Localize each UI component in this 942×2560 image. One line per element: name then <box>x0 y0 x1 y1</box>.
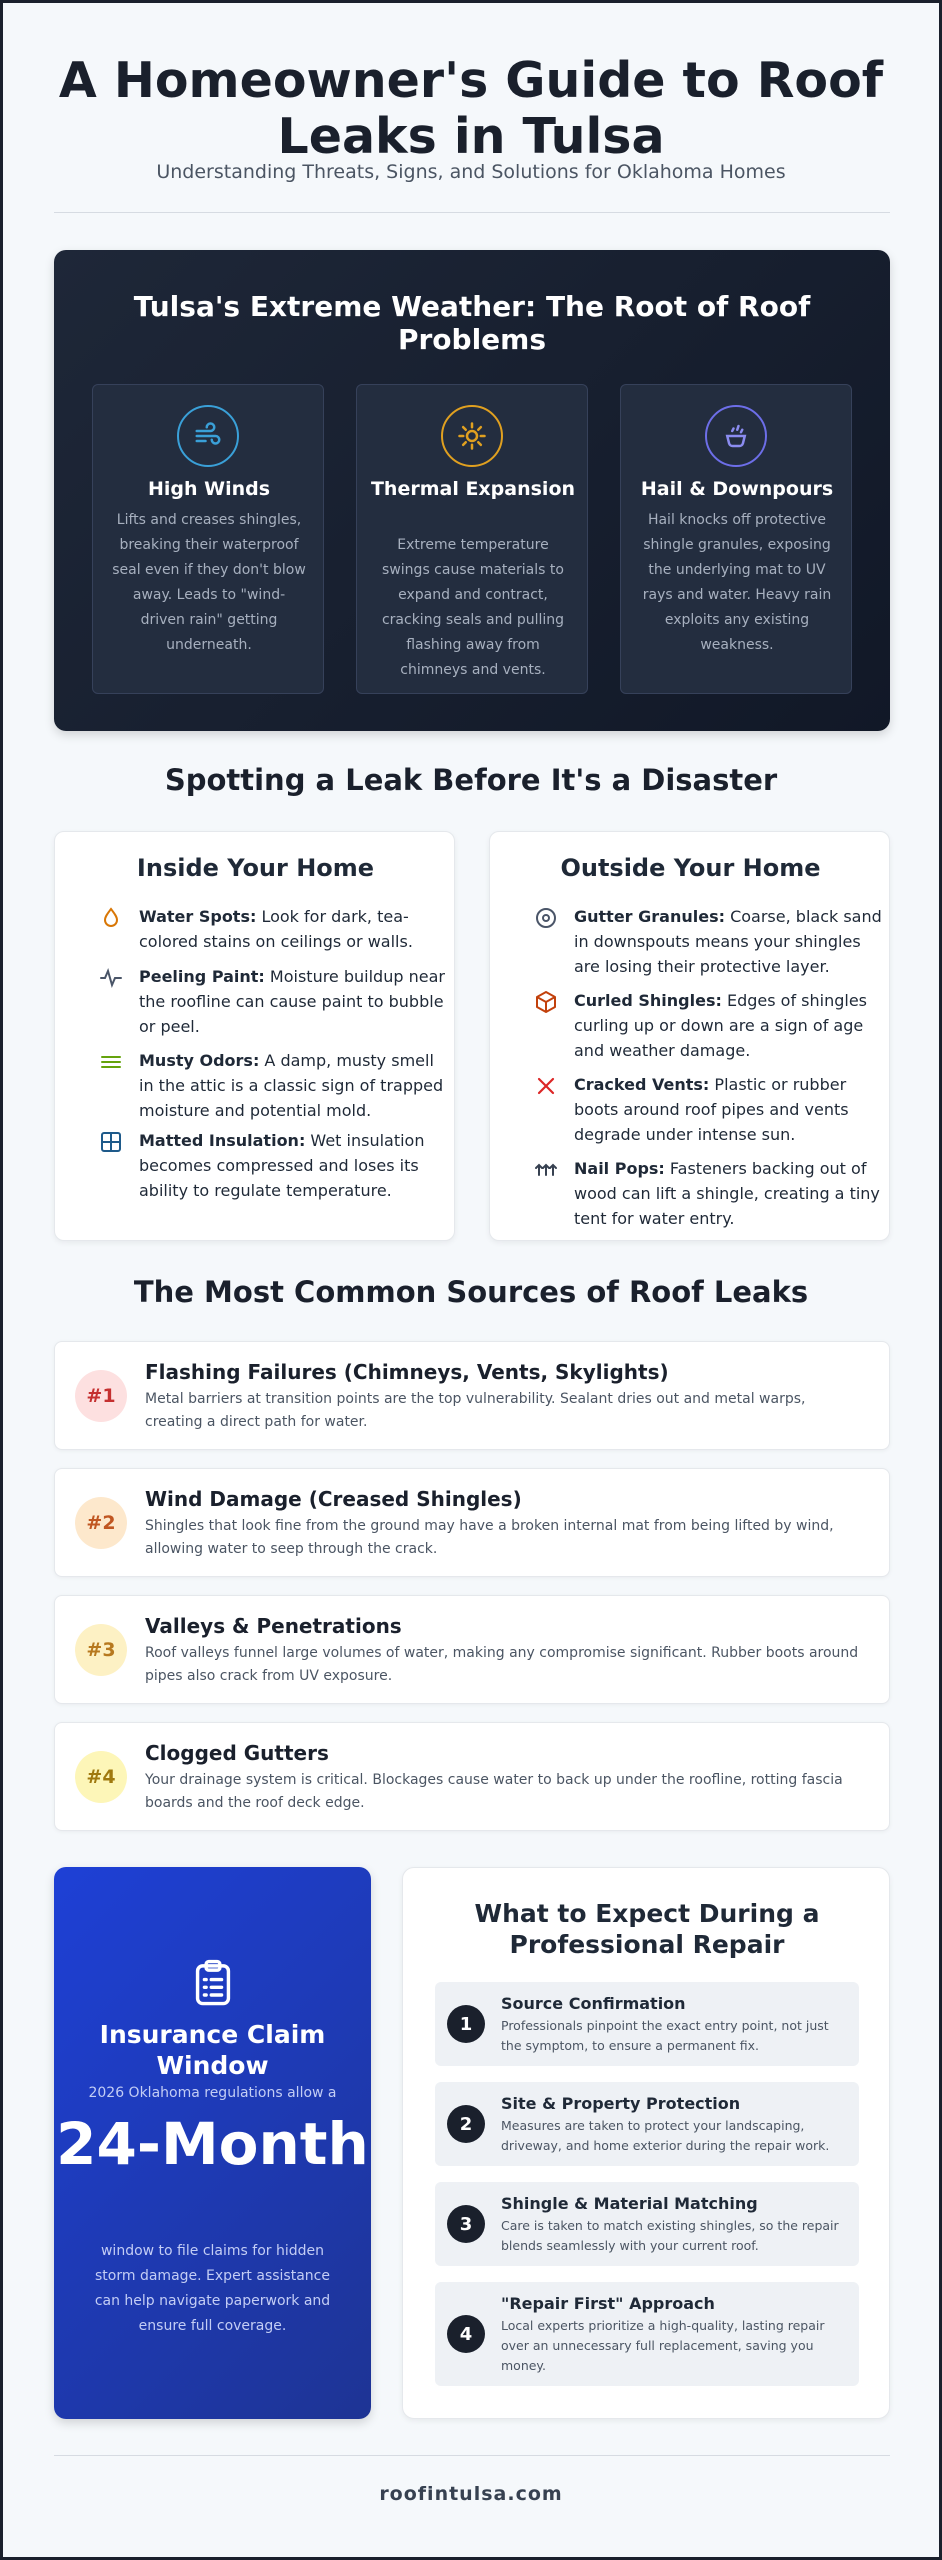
sign-label: Water Spots: <box>139 907 257 926</box>
sign-label: Matted Insulation: <box>139 1131 306 1150</box>
sign-label: Gutter Granules: <box>574 907 725 926</box>
insurance-duration: 24-Month <box>56 2110 369 2178</box>
sun-icon <box>441 405 503 467</box>
sign-label: Curled Shingles: <box>574 991 722 1010</box>
sign-label: Nail Pops: <box>574 1159 665 1178</box>
insurance-posttext: window to file claims for hidden storm damage. Expert assistance can help navigate paperwork and ensure full coverage. <box>94 2243 331 2334</box>
sign-text: Coarse, black sand in downspouts means your shingles are losing their protective layer. <box>574 907 882 976</box>
source-title: Flashing Failures (Chimneys, Vents, Skylights) <box>145 1360 669 1384</box>
repair-step <box>435 1982 859 2066</box>
repair-step <box>435 2182 859 2266</box>
nail-arrows-icon <box>534 1158 558 1182</box>
repair-step <box>435 2082 859 2166</box>
step-desc: Measures are taken to protect your landscaping, driveway, and home exterior during the repair work. <box>501 2118 830 2153</box>
footer-site-link[interactable]: roofintulsa.com <box>379 2483 563 2505</box>
source-item <box>54 1722 890 1831</box>
sign-text: Edges of shingles curling up or down are a sign of age and weather damage. <box>574 991 868 1060</box>
step-title: Site & Property Protection <box>501 2094 741 2113</box>
sign-text: Plastic or rubber boots around roof pipes and vents degrade under intense sun. <box>574 1075 849 1144</box>
water-drop-icon <box>99 906 123 930</box>
insurance-title: Insurance Claim Window <box>99 2020 326 2080</box>
source-item <box>54 1341 890 1450</box>
step-number: 4 <box>447 2315 485 2353</box>
step-desc: Local experts prioritize a high-quality, lasting repair over an unnecessary full replacement, saving you money. <box>501 2318 825 2373</box>
step-number: 3 <box>447 2205 485 2243</box>
sign-text: Moisture buildup near the roofline can cause paint to bubble or peel. <box>139 967 445 1036</box>
weather-card-desc: Lifts and creases shingles, breaking their waterproof seal even if they don't blow away. Leads to "wind-driven rain" getting underneath. <box>112 512 306 653</box>
page-subtitle: Understanding Threats, Signs, and Solutions for Oklahoma Homes <box>156 161 786 183</box>
weather-card-thermal-expansion <box>356 384 588 694</box>
step-title: Source Confirmation <box>501 1994 686 2013</box>
rank-badge: #3 <box>75 1624 127 1676</box>
spotting-title: Spotting a Leak Before It's a Disaster <box>164 763 778 797</box>
insurance-card <box>54 1867 371 2419</box>
pulse-icon <box>99 966 123 990</box>
rank-badge: #4 <box>75 1751 127 1803</box>
rank-badge: #1 <box>75 1370 127 1422</box>
insulation-grid-icon <box>99 1130 123 1154</box>
clipboard-icon <box>192 1959 234 2007</box>
step-desc: Professionals pinpoint the exact entry point, not just the symptom, to ensure a permanent fix. <box>501 2018 829 2053</box>
divider <box>54 2455 890 2456</box>
source-item <box>54 1595 890 1704</box>
weather-card-high-winds <box>92 384 324 694</box>
weather-card-name: Hail & Downpours <box>640 478 834 500</box>
page-title: A Homeowner's Guide to Roof Leaks in Tulsa <box>58 52 884 165</box>
weather-card-hail-downpours <box>620 384 852 694</box>
divider <box>54 212 890 213</box>
hail-icon <box>705 405 767 467</box>
target-icon <box>534 906 558 930</box>
sign-text: Wet insulation becomes compressed and loses its ability to regulate temperature. <box>139 1131 425 1200</box>
weather-card-desc: Extreme temperature swings cause materials to expand and contract, cracking seals and pulling flashing away from chimneys and vents. <box>381 537 565 678</box>
source-desc: Your drainage system is critical. Blockages cause water to back up under the roofline, rotting fascia boards and the roof deck edge. <box>145 1772 843 1811</box>
sign-label: Musty Odors: <box>139 1051 260 1070</box>
source-desc: Metal barriers at transition points are the top vulnerability. Sealant dries out and metal warps, creating a direct path for water. <box>145 1391 806 1430</box>
step-title: "Repair First" Approach <box>501 2294 715 2313</box>
weather-title: Tulsa's Extreme Weather: The Root of Roof Problems <box>133 290 811 356</box>
outside-home-title: Outside Your Home <box>560 854 821 882</box>
wind-icon <box>177 405 239 467</box>
sources-title: The Most Common Sources of Roof Leaks <box>133 1275 809 1309</box>
sign-label: Peeling Paint: <box>139 967 265 986</box>
source-title: Wind Damage (Creased Shingles) <box>145 1487 522 1511</box>
weather-card-name: High Winds <box>147 478 271 500</box>
odor-lines-icon <box>99 1050 123 1074</box>
step-title: Shingle & Material Matching <box>501 2194 758 2213</box>
weather-card-name: Thermal Expansion <box>370 478 576 500</box>
x-mark-icon <box>534 1074 558 1098</box>
step-number: 2 <box>447 2105 485 2143</box>
inside-home-card <box>54 831 455 1241</box>
repair-card <box>402 1867 890 2419</box>
weather-card-desc: Hail knocks off protective shingle granules, exposing the underlying mat to UV rays and water. Heavy rain exploits any existing weakness. <box>642 512 832 653</box>
sign-label: Cracked Vents: <box>574 1075 710 1094</box>
page <box>3 3 939 2557</box>
cube-icon <box>534 990 558 1014</box>
sign-text: A damp, musty smell in the attic is a classic sign of trapped moisture and potential mold. <box>139 1051 444 1120</box>
outside-home-card <box>489 831 890 1241</box>
repair-step <box>435 2282 859 2386</box>
insurance-pretext: 2026 Oklahoma regulations allow a <box>88 2085 337 2101</box>
sign-text: Look for dark, tea-colored stains on ceilings or walls. <box>139 907 413 951</box>
rank-badge: #2 <box>75 1497 127 1549</box>
step-number: 1 <box>447 2005 485 2043</box>
source-item <box>54 1468 890 1577</box>
sign-text: Fasteners backing out of wood can lift a shingle, creating a tiny tent for water entry. <box>574 1159 880 1228</box>
source-title: Valleys & Penetrations <box>145 1614 402 1638</box>
weather-section <box>54 250 890 731</box>
source-desc: Roof valleys funnel large volumes of water, making any compromise significant. Rubber boots around pipes also crack from UV exposure. <box>145 1645 859 1684</box>
source-title: Clogged Gutters <box>145 1741 329 1765</box>
step-desc: Care is taken to match existing shingles, so the repair blends seamlessly with your current roof. <box>501 2218 839 2253</box>
repair-title: What to Expect During a Professional Repair <box>474 1899 820 1959</box>
inside-home-title: Inside Your Home <box>136 854 375 882</box>
source-desc: Shingles that look fine from the ground may have a broken internal mat from being lifted by wind, allowing water to seep through the crack. <box>145 1518 834 1557</box>
